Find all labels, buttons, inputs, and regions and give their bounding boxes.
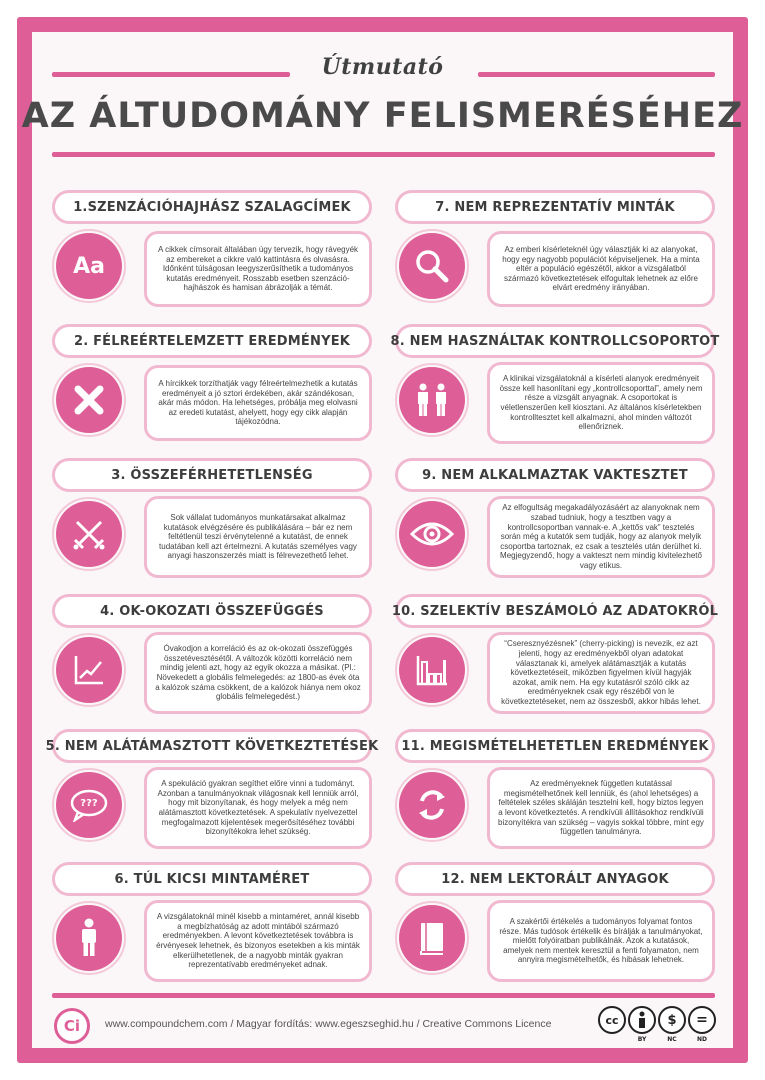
poster-title: AZ ÁLTUDOMÁNY FELISMERÉSÉHEZ xyxy=(21,96,744,136)
panel-unreplicable-results xyxy=(395,729,715,854)
panel-text: A hírcikkek torzíthatják vagy félreértelmezhetik a kutatás eredményeit a jó sztori érdekében, akár szándékosan, akár más módon. Ha lehetséges, próbálja meg elolvasni az eredeti kutatást, ahelyett, hogy egy cikk alapján tájékozódna. xyxy=(158,379,358,427)
panel-description xyxy=(487,767,715,849)
person-icon xyxy=(56,905,122,971)
panel-title: 10. SZELEKTÍV BESZÁMOLÓ AZ ADATOKRÓL xyxy=(395,594,715,628)
panel-description xyxy=(487,496,715,578)
panel-text: Óvakodjon a korreláció és az ok-okozati összefüggés összetévesztésétől. A változók közötti korreláció nem mindig jelenti azt, hogy az egyik okozza a másikat. (Pl.: Növekedett a globális felmelegedés: az 1800-as évek óta a kalózok száma csökkent, de a kalózok hiánya nem okoz globális felmelegedést.) xyxy=(155,644,361,702)
panel-text: Sok vállalat tudományos munkatársakat alkalmaz kutatások elvégzésére és publikálására – bár ez nem feltétlenül teszi érvénytelenné a kutatást, de ennek tudatában kell azt értelmezni. A kutatás személyes vagy anyagi haszonszerzés miatt is félrevezethető lehet. xyxy=(159,513,357,561)
panel-title: 9. NEM ALKALMAZTAK VAKTESZTET xyxy=(395,458,715,492)
license-label-nc: NC xyxy=(667,1036,677,1043)
panel-description xyxy=(144,632,372,714)
footer-rule xyxy=(52,993,715,998)
panel-unrepresentative-samples xyxy=(395,190,715,315)
refresh-arrows-icon xyxy=(399,772,465,838)
panel-conflict-of-interest xyxy=(52,458,372,583)
panel-title: 11. MEGISMÉTELHETETLEN EREDMÉNYEK xyxy=(395,729,715,763)
panel-description xyxy=(144,900,372,982)
license-label-nd: ND xyxy=(696,1036,707,1043)
panel-text: A spekuláció gyakran segíthet előre vinni a tudományt. Azonban a tanulmányoknak világosnak kell lenniük arról, hogy mit bizonyítanak, és hogy melyek a még nem alátámasztott következtetések. A spekulatív nyelvezettel megfogalmazott kijelentések megerősítéséhez további bizonyítékokra lehet szükség. xyxy=(157,779,359,837)
panel-description xyxy=(144,231,372,307)
speech-bubble-question-icon xyxy=(56,772,122,838)
noderivatives-icon: = xyxy=(688,1006,716,1034)
panel-text: Az eredményeknek független kutatással megismételhetőnek kell lenniük, és (ahol lehetséges) a feltételek széles skáláján tesztelni kell, hogy biztos legyen a levont következtetés. A rendkívüli állításokhoz rendkívüli bizonyítékra van szükség – vagyis sokkal többre, mint egy független tanulmányra. xyxy=(498,779,704,837)
line-chart-icon xyxy=(56,637,122,703)
book-icon xyxy=(399,905,465,971)
icon-label: ??? xyxy=(80,797,98,809)
panel-description xyxy=(487,362,715,444)
panel-no-blind-testing xyxy=(395,458,715,583)
panel-description xyxy=(144,767,372,849)
attribution-icon xyxy=(628,1006,656,1034)
panel-text: A klinikai vizsgálatoknál a kísérleti alanyok eredményeit össze kell hasonlítani egy „kontrollcsoporttal”, amely nem része a vizsgált anyagnak. A csoportokat is véletlenszerűen kell kiosztani. Az általános kísérletekben kontrolltesztet kell alkalmazni, ahol minden változót ellenőriznek. xyxy=(499,374,703,432)
panel-description xyxy=(144,496,372,578)
panel-title: 6. TÚL KICSI MINTAMÉRET xyxy=(52,862,372,896)
cross-icon xyxy=(56,367,122,433)
panel-sensational-headlines xyxy=(52,190,372,315)
noncommercial-icon: $ xyxy=(658,1006,686,1034)
header-rule-bottom xyxy=(52,152,715,157)
panel-title: 2. FÉLREÉRTELEMZETT EREDMÉNYEK xyxy=(52,324,372,358)
panel-text: “Cseresznyézésnek” (cherry-picking) is nevezik, ez azt jelenti, hogy az eredményekből olyan adatokat választanak ki, amelyek alátámasztják a kutatás következtetéseit, miközben figyelmen kívül hagyják azokat, amik nem. Ha egy kutatásról szóló cikk az eredményeknek csak egy részéből von le következtetéseket, nem az összesből, akkor hibás lehet. xyxy=(501,639,701,706)
license-label-by: BY xyxy=(637,1036,647,1043)
panel-description xyxy=(487,900,715,982)
footer-credits[interactable]: www.compoundchem.com / Magyar fordítás: www.egeszseghid.hu / Creative Commons Licence xyxy=(105,1018,552,1030)
panel-description xyxy=(487,632,715,714)
panel-description xyxy=(487,231,715,307)
panel-no-control-group xyxy=(390,324,720,449)
compound-interest-logo: Ci xyxy=(54,1008,90,1044)
panel-text: A cikkek címsorait általában úgy tervezik, hogy rávegyék az embereket a cikkre való kattintásra és olvasásra. Időnként túlságosan leegyszerűsíthetik a tudományos kutatás eredményeit. Rosszabb esetben szenzáció-hajhászok és hamisan ábrázolják a témát. xyxy=(157,245,359,293)
crossed-swords-icon xyxy=(56,501,122,567)
bar-chart-icon xyxy=(399,637,465,703)
panel-title: 4. OK-OKOZATI ÖSSZEFÜGGÉS xyxy=(52,594,372,628)
panel-title: 3. ÖSSZEFÉRHETETLENSÉG xyxy=(52,458,372,492)
panel-correlation-causation xyxy=(52,594,372,719)
text-aa-icon xyxy=(56,233,122,299)
panel-title: 1.SZENZÁCIÓHAJHÁSZ SZALAGCÍMEK xyxy=(52,190,372,224)
panel-not-peer-reviewed xyxy=(395,862,715,987)
cc-icon: cc xyxy=(598,1006,626,1034)
creative-commons-badge[interactable] xyxy=(598,1006,716,1046)
panel-misinterpreted-results xyxy=(52,324,372,449)
poster-subtitle: Útmutató xyxy=(321,54,444,80)
panel-text: A vizsgálatoknál minél kisebb a mintaméret, annál kisebb a megbízhatóság az adott mintából származó eredményekben. A levont következtetések továbbra is érvényesek lehetnek, és bizonyos esetekben a kis minták elkerülhetetlenek, de a nagyobb minták gyakran reprezentatívabb eredményeket adnak. xyxy=(156,912,360,970)
panel-title: 5. NEM ALÁTÁMASZTOTT KÖVETKEZTETÉSEK xyxy=(52,729,372,763)
panel-unsupported-conclusions xyxy=(45,729,379,854)
panel-text: Az elfogultság megakadályozásáért az alanyoknak nem szabad tudniuk, hogy a tesztben vagy a kontrollcsoportban vannak-e. A „kettős vak” tesztelés során még a kutatók sem tudják, hogy az alanyok melyik csoportba tartoznak, ez csak a tesztelés után derülhet ki. Megjegyzendő, hogy a vakteszt nem mindig kivitelezhető vagy etikus. xyxy=(500,503,702,570)
magnifier-icon xyxy=(399,233,465,299)
eye-icon xyxy=(399,501,465,567)
panel-text: A szakértői értékelés a tudományos folyamat fontos része. Más tudósok értékelik és bírálják a tanulmányokat, mielőtt folyóiratban publikálnák. Azok a kutatások, amelyek nem mentek keresztül a fenti folyamaton, nem annyira megismételhetők, és hibásak lehetnek. xyxy=(499,917,703,965)
icon-label: Aa xyxy=(73,253,105,279)
panel-title: 7. NEM REPREZENTATÍV MINTÁK xyxy=(395,190,715,224)
panel-text: Az emberi kísérleteknél úgy választják ki az alanyokat, hogy egy nagyobb populációt képviseljenek. Ha a minta eltér a populáció egészétől, akkor a vizsgálatból származó következtetések elfogultak lehetnek az előre elvárt eredmény irányában. xyxy=(502,245,700,293)
panel-title: 8. NEM HASZNÁLTAK KONTROLLCSOPORTOT xyxy=(395,324,715,358)
people-icon xyxy=(399,367,465,433)
panel-title: 12. NEM LEKTORÁLT ANYAGOK xyxy=(395,862,715,896)
panel-small-sample-size xyxy=(52,862,372,987)
panel-description xyxy=(144,365,372,441)
panel-selective-reporting xyxy=(391,594,719,719)
